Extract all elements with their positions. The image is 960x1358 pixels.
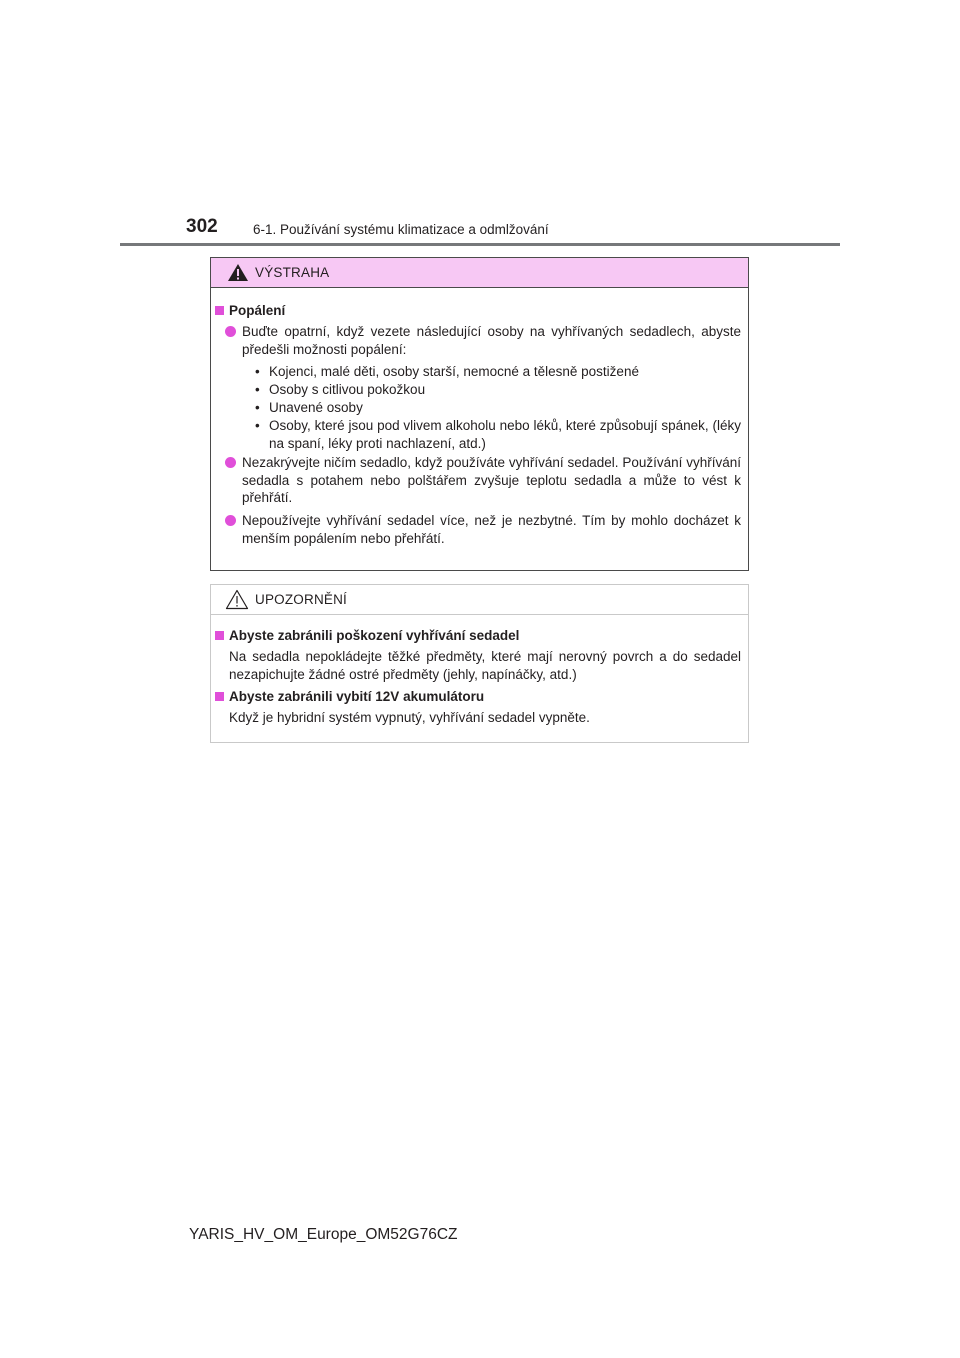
warning-subitem-3: • Unavené osoby: [255, 400, 363, 415]
caution-heading-2: Abyste zabránili vybití 12V akumulátoru: [215, 688, 484, 706]
warning-header: [211, 258, 748, 288]
caution-heading-1: Abyste zabránili poškození vyhřívání sedadel: [215, 627, 519, 645]
square-bullet-icon: [215, 306, 224, 315]
square-bullet-icon: [215, 631, 224, 640]
document-id-footer: YARIS_HV_OM_Europe_OM52G76CZ: [189, 1226, 458, 1243]
warning-triangle-filled-icon: [227, 263, 249, 282]
caution-box: [210, 584, 749, 743]
round-bullet-icon: [225, 515, 236, 526]
section-title: 6-1. Používání systému klimatizace a odmlžování: [253, 222, 549, 237]
warning-label: VÝSTRAHA: [255, 265, 330, 280]
page-number: 302: [186, 216, 218, 237]
warning-subitem-4: • Osoby, které jsou pod vlivem alkoholu nebo léků, které způsobují spánek, (léky na spaní, léky proti nachlazení, atd.): [255, 418, 741, 451]
warning-heading: Popálení: [215, 302, 285, 320]
square-bullet-icon: [215, 692, 224, 701]
caution-label: UPOZORNĚNÍ: [255, 592, 348, 607]
warning-box: [210, 257, 749, 571]
round-bullet-icon: [225, 457, 236, 468]
caution-text-1: Na sedadla nepokládejte těžké předměty, které mají nerovný povrch a do sedadel nezapichujte žádné ostré předměty (jehly, napínáčky, atd.): [229, 649, 741, 682]
warning-bullet-2: Nezakrývejte ničím sedadlo, když používáte vyhřívání sedadel. Používání vyhřívání sedadla s potahem nebo polštářem zvyšuje teplotu sedadla a může to vést k přehřátí.: [225, 454, 741, 507]
warning-bullet-3: Nepoužívejte vyhřívání sedadel více, než je nezbytné. Tím by mohlo docházet k menším popálením nebo přehřátí.: [225, 512, 741, 547]
caution-text-2: Když je hybridní systém vypnutý, vyhřívání sedadel vypněte.: [229, 710, 590, 725]
header-rule: [120, 243, 840, 246]
round-bullet-icon: [225, 326, 236, 337]
warning-bullet-1: Buďte opatrní, když vezete následující osoby na vyhřívaných sedadlech, abyste předešli možnosti popálení:: [225, 323, 741, 358]
warning-subitem-1: • Kojenci, malé děti, osoby starší, nemocné a tělesně postižené: [255, 364, 639, 379]
warning-subitem-2: • Osoby s citlivou pokožkou: [255, 382, 426, 397]
caution-header: [211, 585, 748, 615]
warning-triangle-outline-icon: [225, 589, 249, 610]
